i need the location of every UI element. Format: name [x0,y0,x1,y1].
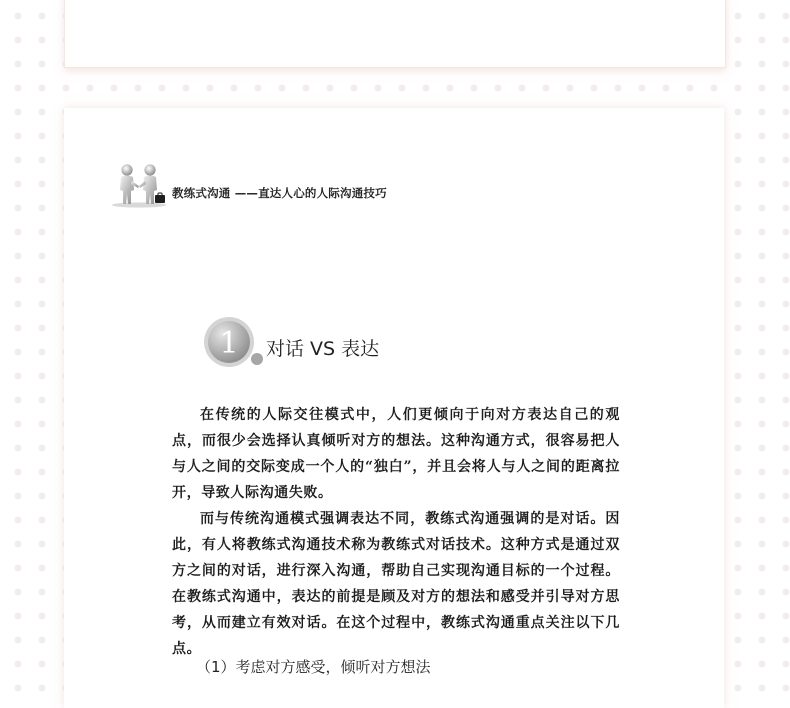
book-page [64,108,724,708]
section-title: 对话 VS 表达 [266,338,380,360]
previous-page-bottom [64,0,726,68]
handshake-figures-icon [110,164,168,208]
section-number-badge [202,315,266,373]
sub-heading: （1）考虑对方感受，倾听对方想法 [196,658,431,676]
paragraph: 在传统的人际交往模式中，人们更倾向于向对方表达自己的观点，而很少会选择认真倾听对方的想法。这种沟通方式，很容易把人与人之间的交际变成一个人的“独白”，并且会将人与人之间的距离拉开，导致人际沟通失败。 [172,407,620,501]
running-header-title: 教练式沟通 ——直达人心的人际沟通技巧 [172,186,387,200]
paragraph: 而与传统沟通模式强调表达不同，教练式沟通强调的是对话。因此，有人将教练式沟通技术称为教练式对话技术。这种方式是通过双方之间的对话，进行深入沟通，帮助自己实现沟通目标的一个过程。在教练式沟通中，表达的前提是顾及对方的想法和感受并引导对方思考，从而建立有效对话。在这个过程中，教练式沟通重点关注以下几点。 [172,511,620,657]
body-text [172,402,620,662]
section-number: 1 [219,326,239,361]
